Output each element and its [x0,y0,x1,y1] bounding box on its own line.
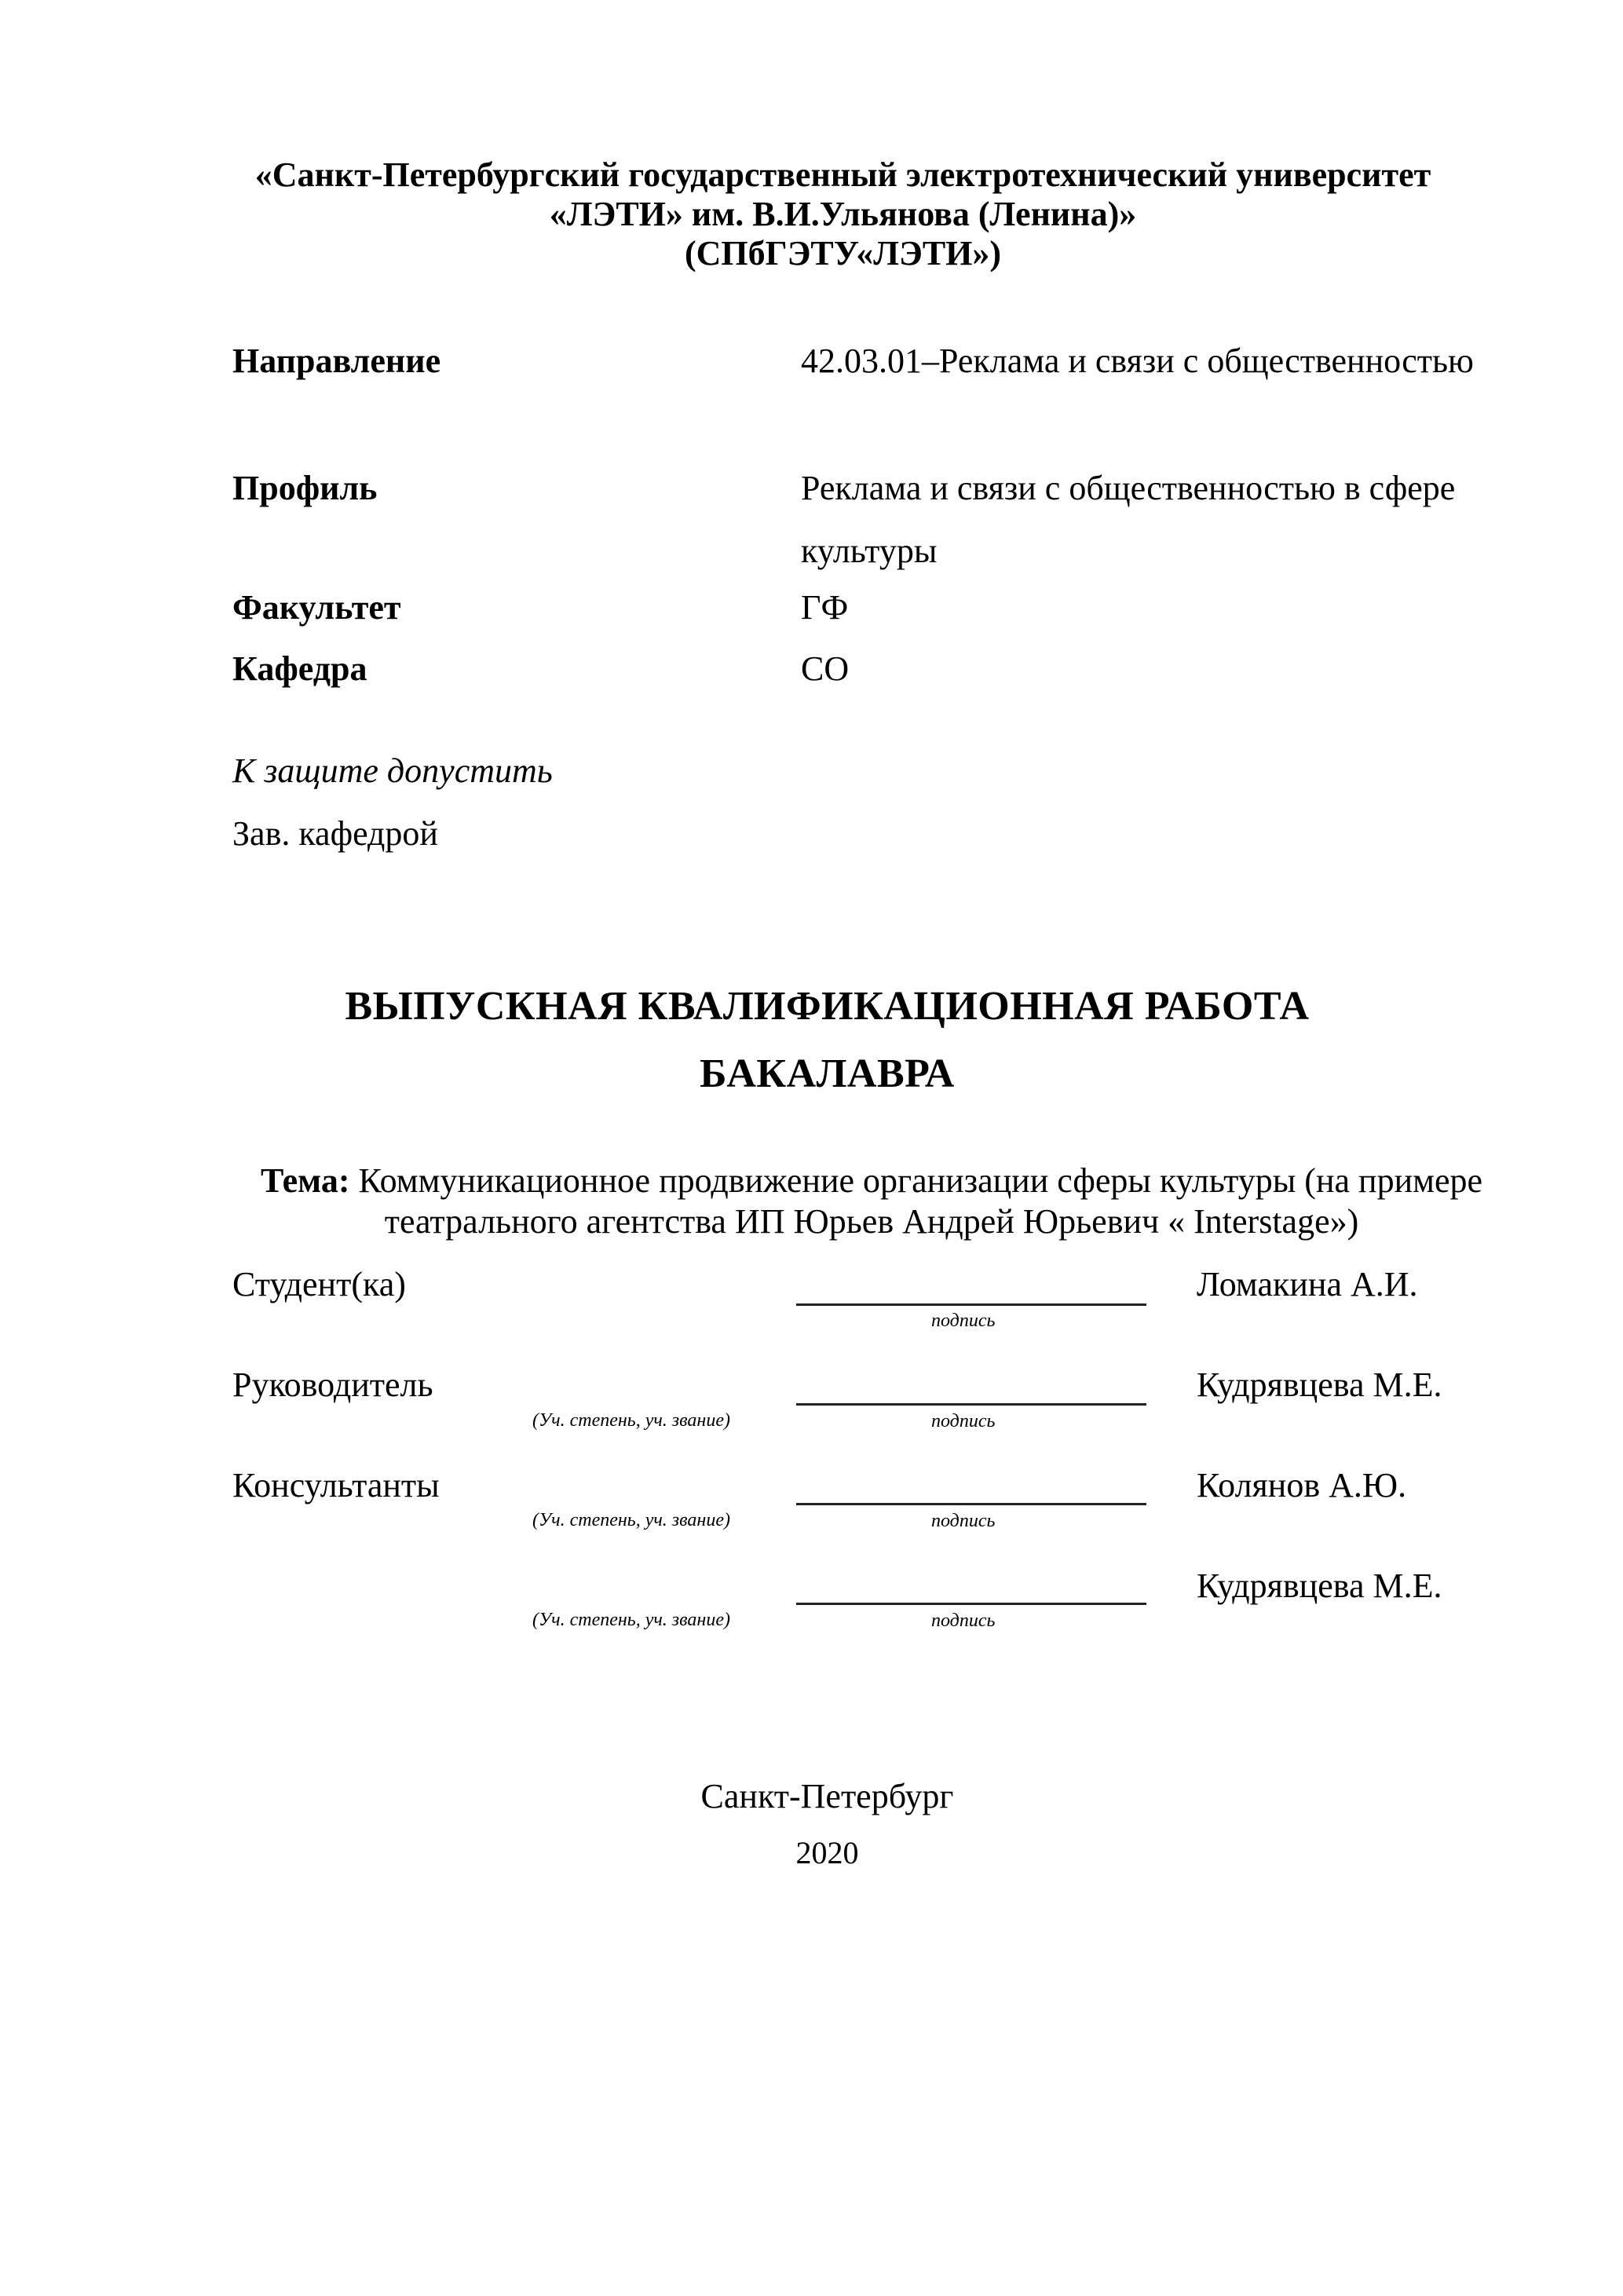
faculty-label: Факультет [232,588,401,627]
document-title-line2: БАКАЛАВРА [700,1051,955,1096]
consultant2-signature-line [796,1603,1146,1605]
student-name: Ломакина А.И. [1197,1265,1418,1303]
topic-label: Тема: [260,1161,350,1200]
student-signature-caption: подпись [931,1311,996,1331]
consultant2-name: Кудрявцева М.Е. [1197,1567,1442,1605]
year: 2020 [795,1835,859,1870]
student-role-label: Студент(ка) [232,1265,406,1303]
university-abbreviation: (СПбГЭТУ«ЛЭТИ») [684,234,1002,272]
consultants-role-label: Консультанты [232,1466,440,1504]
faculty-value: ГФ [801,588,849,627]
consultant1-signature-caption: подпись [931,1511,996,1531]
city: Санкт-Петербург [700,1777,954,1815]
consultant2-signature-caption: подпись [931,1610,996,1631]
profile-label: Профиль [232,469,378,507]
consultant1-signature-line [796,1503,1146,1505]
document-title-line1: ВЫПУСКНАЯ КВАЛИФИКАЦИОННАЯ РАБОТА [345,984,1310,1029]
admit-to-defense-text: К защите допустить [232,751,553,790]
direction-label: Направление [232,342,441,380]
direction-value: 42.03.01–Реклама и связи с общественностью [801,342,1474,380]
topic-text: Коммуникационное продвижение организации сферы культуры (на примере театрального агентства ИП Юрьев Андрей Юрьевич « Interstage») [349,1161,1483,1241]
consultant1-name: Колянов А.Ю. [1197,1466,1407,1504]
consultant2-degree-caption: (Уч. степень, уч. звание) [532,1610,730,1630]
profile-value: Реклама и связи с общественностью в сфере культуры [801,469,1456,570]
university-name-line1: «Санкт-Петербургский государственный электротехнический университет [254,155,1431,194]
supervisor-role-label: Руководитель [232,1366,433,1404]
supervisor-degree-caption: (Уч. степень, уч. звание) [532,1410,730,1431]
supervisor-signature-caption: подпись [931,1411,996,1431]
consultant1-degree-caption: (Уч. степень, уч. звание) [532,1510,730,1530]
university-name-line2: «ЛЭТИ» им. В.И.Ульянова (Ленина)» [549,195,1137,233]
topic-block [236,1161,1508,1242]
student-signature-line [796,1303,1146,1306]
supervisor-name: Кудрявцева М.Е. [1197,1366,1442,1404]
head-of-department-label: Зав. кафедрой [232,814,438,853]
department-value: СО [801,649,850,688]
department-label: Кафедра [232,649,367,688]
supervisor-signature-line [796,1403,1146,1406]
